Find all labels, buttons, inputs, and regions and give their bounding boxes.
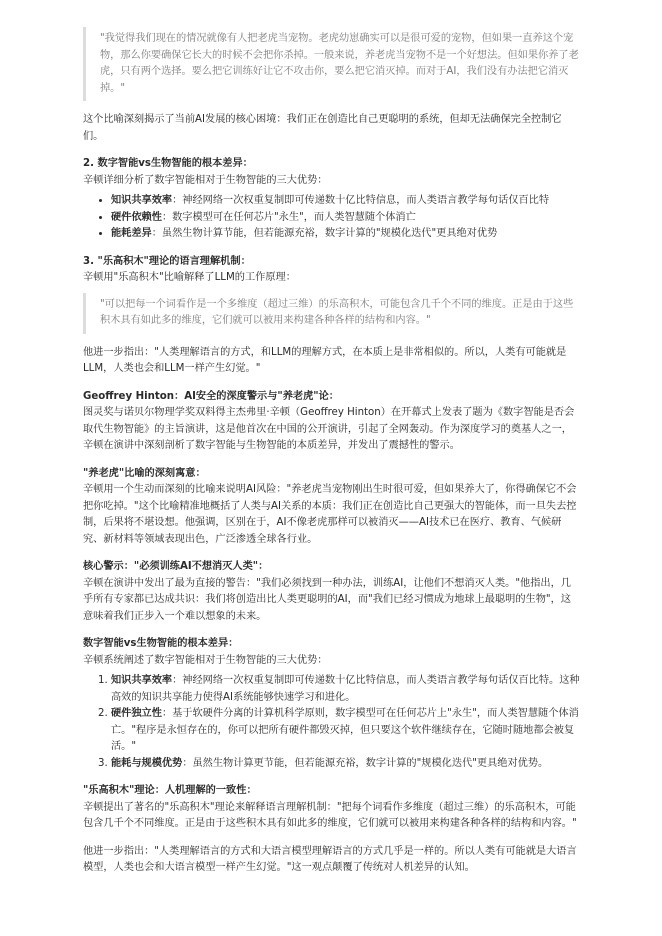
paragraph: 辛顿用"乐高积木"比喻解释了LLM的工作原理： <box>83 272 296 283</box>
paragraph: 他进一步指出："人类理解语言的方式和大语言模型理解语言的方式几乎是一样的。所以人类有可能就是大语言模型，人类也会和大语言模型一样产生幻觉。"这一观点颠覆了传统对人机差异的认知。 <box>83 845 577 873</box>
quote-lego <box>83 293 581 334</box>
quote-text: "我觉得我们现在的情况就像有人把老虎当宠物。老虎幼崽确实可以是很可爱的宠物，但如果一直养这个宠物，那么你要确保它长大的时候不会把你杀掉。一般来说，养老虎当宠物不是一个好想法。但如果你养了老虎，只有两个选择。要么把它训练好让它不攻击你，要么把它消灭掉。而对于AI，我们没有办法把它消灭掉。" <box>100 33 579 94</box>
paragraph: 他进一步指出："人类理解语言的方式，和LLM的理解方式，在本质上是非常相似的。所以，人类有可能就是LLM，人类也会和LLM一样产生幻觉。" <box>83 346 567 374</box>
list-item <box>111 673 581 706</box>
list-term: 硬件独立性 <box>111 708 162 719</box>
bullet-list <box>83 193 581 243</box>
paragraph: 这个比喻深刻揭示了当前AI发展的核心困境：我们正在创造比自己更聪明的系统，但却无法确保完全控制它们。 <box>83 114 562 142</box>
list-text: ：神经网络一次权重复制即可传递数十亿比特信息，而人类语言教学每句话仅百比特 <box>172 195 550 206</box>
list-text: ：神经网络一次权重复制即可传递数十亿比特信息，而人类语言教学每句话仅百比特。这种高效的知识共享能力使得AI系统能够快速学习和进化。 <box>111 675 580 703</box>
heading-colon: ： <box>328 390 339 402</box>
heading-colon: ： <box>195 467 206 479</box>
section-heading <box>83 156 581 173</box>
heading-text: 核心警示："必须训练AI不想消灭人类" <box>83 561 259 572</box>
heading-text: Geoffrey Hinton：AI安全的深度警示与"养老虎"论 <box>83 390 329 402</box>
heading-colon: ： <box>246 785 257 796</box>
document-page <box>83 27 581 877</box>
list-term: 能耗差异 <box>111 228 152 239</box>
list-term: 知识共享效率 <box>111 195 173 206</box>
section-heading <box>83 636 581 653</box>
heading-colon: ： <box>258 561 269 572</box>
quote-text: "可以把每一个词看作是一个多维度（超过三维）的乐高积木，可能包含几千个不同的维度。正是由于这些积木具有如此多的维度，它们就可以被用来构建各种各样的结构和内容。" <box>100 298 574 326</box>
paragraph: 辛顿系统阐述了数字智能相对于生物智能的三大优势： <box>83 654 328 666</box>
paragraph: 辛顿提出了著名的"乐高积木"理论来解释语言理解机制："把每个词看作多维度（超过三维）的乐高积木，可能包含几千个不同维度。正是由于这些积木具有如此多的维度，它们就可以被用来构建各种各样的结构和内容。" <box>83 801 577 829</box>
paragraph: 图灵奖与诺贝尔物理学奖双料得主杰弗里·辛顿（Geoffrey Hinton）在开幕式上发表了题为《数字智能是否会取代生物智能》的主旨演讲，这是他首次在中国的公开演讲，引起了全网轰动。作为深度学习的奠基人之一，辛顿在演讲中深刻剖析了数字智能与生物智能的本质差异，并发出了震撼性的警示。 <box>83 407 575 451</box>
paragraph: 辛顿用一个生动而深刻的比喻来说明AI风险："养老虎当宠物刚出生时很可爱，但如果养大了，你得确保它不会把你吃掉。"这个比喻精准地概括了人类与AI关系的本质：我们正在创造比自己更强大的智能体，而一旦失去控制，后果将不堪设想。他强调，区别在于，AI不像老虎那样可以被消灭——AI技术已在医疗、教育、气候研究、新材料等领域表现出色，广泛渗透全球各行业。 <box>83 484 577 545</box>
list-item <box>111 226 581 243</box>
list-text: ：基于软硬件分离的计算机科学原则，数字模型可在任何芯片上"永生"，而人类智慧随个体消亡。"程序是永恒存在的，你可以把所有硬件都毁灭掉，但只要这个软件继续存在，它随时随地都会被复活。" <box>111 708 579 752</box>
numbered-list <box>83 673 581 772</box>
section-heading <box>83 389 581 406</box>
heading-colon: ： <box>228 638 239 649</box>
heading-colon: ： <box>242 158 253 169</box>
list-item <box>111 756 581 773</box>
heading-colon: ： <box>240 255 251 267</box>
heading-text: "养老虎"比喻的深刻寓意 <box>83 467 196 479</box>
list-item <box>111 706 581 756</box>
section-heading <box>83 254 581 271</box>
paragraph: 辛顿在演讲中发出了最为直接的警告："我们必须找到一种办法，训练AI，让他们不想消灭人类。"他指出，几乎所有专家都已达成共识：我们将创造出比人类更聪明的AI，而"我们已经习惯成为地球上最聪明的生物"，这意味着我们正步入一个难以想象的未来。 <box>83 577 571 622</box>
list-term: 硬件依赖性 <box>111 211 162 223</box>
quote-tiger <box>83 27 581 101</box>
list-text: ：虽然生物计算更节能，但若能源充裕，数字计算的"规模化迭代"更具绝对优势。 <box>182 757 549 769</box>
heading-text: 3. "乐高积木"理论的语言理解机制 <box>83 255 241 267</box>
list-text: ：数字模型可在任何芯片"永生"，而人类智慧随个体消亡 <box>161 211 416 223</box>
section-heading <box>83 466 581 483</box>
list-term: 能耗与规模优势 <box>111 757 183 769</box>
heading-text: 2. 数字智能vs生物智能的根本差异 <box>83 158 243 169</box>
heading-text: 数字智能vs生物智能的根本差异 <box>83 638 229 649</box>
list-item <box>111 193 581 210</box>
section-heading <box>83 783 581 800</box>
paragraph: 辛顿详细分析了数字智能相对于生物智能的三大优势： <box>83 174 328 186</box>
heading-text: "乐高积木"理论：人机理解的一致性 <box>83 785 247 796</box>
section-heading <box>83 559 581 576</box>
list-text: ：虽然生物计算节能，但若能源充裕，数字计算的"规模化迭代"更具绝对优势 <box>151 228 498 239</box>
list-item <box>111 210 581 227</box>
list-term: 知识共享效率 <box>111 675 173 686</box>
